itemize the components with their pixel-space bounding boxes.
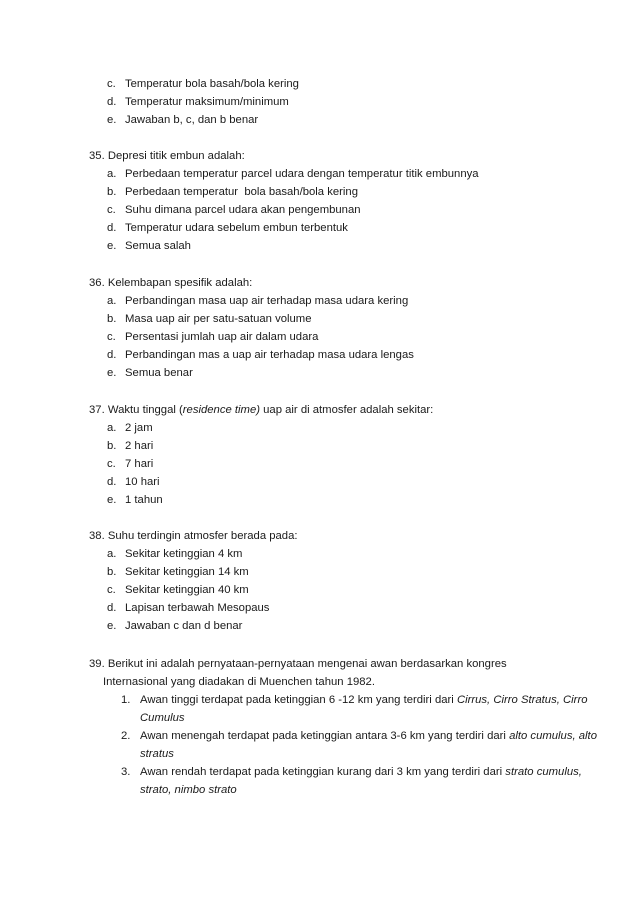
- option-d: [89, 473, 598, 491]
- option-a: [89, 545, 598, 563]
- option-letter: e.: [107, 240, 117, 252]
- question-39: [89, 655, 598, 799]
- option-a: [89, 165, 598, 183]
- question-stem: 38. Suhu terdingin atmosfer berada pada:: [89, 530, 298, 542]
- option-letter: c.: [107, 78, 116, 90]
- question-stem: 35. Depresi titik embun adalah:: [89, 150, 245, 162]
- option-letter: c.: [107, 204, 116, 216]
- option-b: [89, 563, 598, 581]
- option-letter: b.: [107, 186, 117, 198]
- option-text: Temperatur udara sebelum embun terbentuk: [125, 222, 348, 234]
- statement-3: [89, 763, 598, 799]
- carry-over-options: [89, 75, 598, 129]
- option-e: [89, 111, 598, 129]
- option-e: [89, 491, 598, 509]
- statement-number: 3.: [121, 766, 131, 778]
- statement-1: [89, 691, 598, 727]
- stem-line: 39. Berikut ini adalah pernyataan-pernyataan mengenai awan berdasarkan kongres: [89, 658, 507, 670]
- option-text: Sekitar ketinggian 4 km: [125, 548, 243, 560]
- question-stem: [89, 401, 598, 419]
- statement-number: 1.: [121, 694, 131, 706]
- option-e: [89, 617, 598, 635]
- statement-text: Awan tinggi terdapat pada ketinggian 6 -12 km yang terdiri dari: [140, 694, 457, 706]
- option-c: [89, 455, 598, 473]
- option-letter: b.: [107, 313, 117, 325]
- option-text: Perbedaan temperatur parcel udara dengan temperatur titik embunnya: [125, 168, 479, 180]
- option-letter: a.: [107, 295, 117, 307]
- option-letter: c.: [107, 584, 116, 596]
- option-text: Jawaban c dan d benar: [125, 620, 243, 632]
- question-stem: [89, 655, 598, 691]
- statement-text: Awan rendah terdapat pada ketinggian kurang dari 3 km yang terdiri dari: [140, 766, 506, 778]
- option-text: 2 jam: [125, 422, 153, 434]
- option-text: Temperatur maksimum/minimum: [125, 96, 289, 108]
- option-text: Masa uap air per satu-satuan volume: [125, 313, 312, 325]
- statement-cloud-types: Cirrus, Cirro Stratus, Cirro Cumulus: [140, 694, 588, 724]
- option-letter: e.: [107, 620, 117, 632]
- option-d: [89, 599, 598, 617]
- option-letter: c.: [107, 331, 116, 343]
- stem-italic-term: residence time): [182, 404, 261, 416]
- option-b: [89, 310, 598, 328]
- option-c: [89, 328, 598, 346]
- option-d: [89, 93, 598, 111]
- option-d: [89, 219, 598, 237]
- statement-number: 2.: [121, 730, 131, 742]
- option-text: 1 tahun: [125, 494, 163, 506]
- question-stem: 36. Kelembapan spesifik adalah:: [89, 277, 253, 289]
- option-e: [89, 237, 598, 255]
- option-letter: a.: [107, 168, 117, 180]
- question-37: [89, 401, 598, 509]
- option-text: Perbedaan temperatur bola basah/bola kering: [125, 186, 358, 198]
- option-letter: e.: [107, 494, 117, 506]
- option-letter: d.: [107, 602, 117, 614]
- option-letter: b.: [107, 566, 117, 578]
- statement-text: Awan menengah terdapat pada ketinggian antara 3-6 km yang terdiri dari: [140, 730, 510, 742]
- option-text: 10 hari: [125, 476, 160, 488]
- option-c: [89, 75, 598, 93]
- option-text: Sekitar ketinggian 40 km: [125, 584, 249, 596]
- option-b: [89, 183, 598, 201]
- option-text: Jawaban b, c, dan b benar: [125, 114, 259, 126]
- option-text: 2 hari: [125, 440, 154, 452]
- option-a: [89, 292, 598, 310]
- option-letter: a.: [107, 548, 117, 560]
- option-letter: c.: [107, 458, 116, 470]
- option-letter: d.: [107, 476, 117, 488]
- option-letter: d.: [107, 96, 117, 108]
- option-text: Persentasi jumlah uap air dalam udara: [125, 331, 319, 343]
- option-letter: d.: [107, 222, 117, 234]
- option-text: Lapisan terbawah Mesopaus: [125, 602, 270, 614]
- stem-text: 37. Waktu tinggal (: [89, 404, 183, 416]
- option-text: 7 hari: [125, 458, 154, 470]
- question-35: [89, 147, 598, 255]
- option-letter: e.: [107, 114, 117, 126]
- option-letter: a.: [107, 422, 117, 434]
- option-letter: e.: [107, 367, 117, 379]
- question-36: [89, 274, 598, 382]
- option-text: Temperatur bola basah/bola kering: [125, 78, 299, 90]
- statement-cloud-types: alto cumulus, alto stratus: [140, 730, 597, 760]
- option-letter: b.: [107, 440, 117, 452]
- option-text: Sekitar ketinggian 14 km: [125, 566, 249, 578]
- option-text: Suhu dimana parcel udara akan pengembunan: [125, 204, 361, 216]
- question-38: [89, 527, 598, 635]
- option-e: [89, 364, 598, 382]
- statement-2: [89, 727, 598, 763]
- option-text: Perbandingan mas a uap air terhadap masa udara lengas: [125, 349, 414, 361]
- statement-cloud-types: strato cumulus, strato, nimbo strato: [140, 766, 582, 796]
- stem-line: Internasional yang diadakan di Muenchen tahun 1982.: [103, 676, 375, 688]
- option-text: Semua salah: [125, 240, 191, 252]
- stem-text: uap air di atmosfer adalah sekitar:: [260, 404, 434, 416]
- option-b: [89, 437, 598, 455]
- option-c: [89, 581, 598, 599]
- option-text: Semua benar: [125, 367, 193, 379]
- option-letter: d.: [107, 349, 117, 361]
- option-text: Perbandingan masa uap air terhadap masa udara kering: [125, 295, 409, 307]
- option-d: [89, 346, 598, 364]
- option-a: [89, 419, 598, 437]
- option-c: [89, 201, 598, 219]
